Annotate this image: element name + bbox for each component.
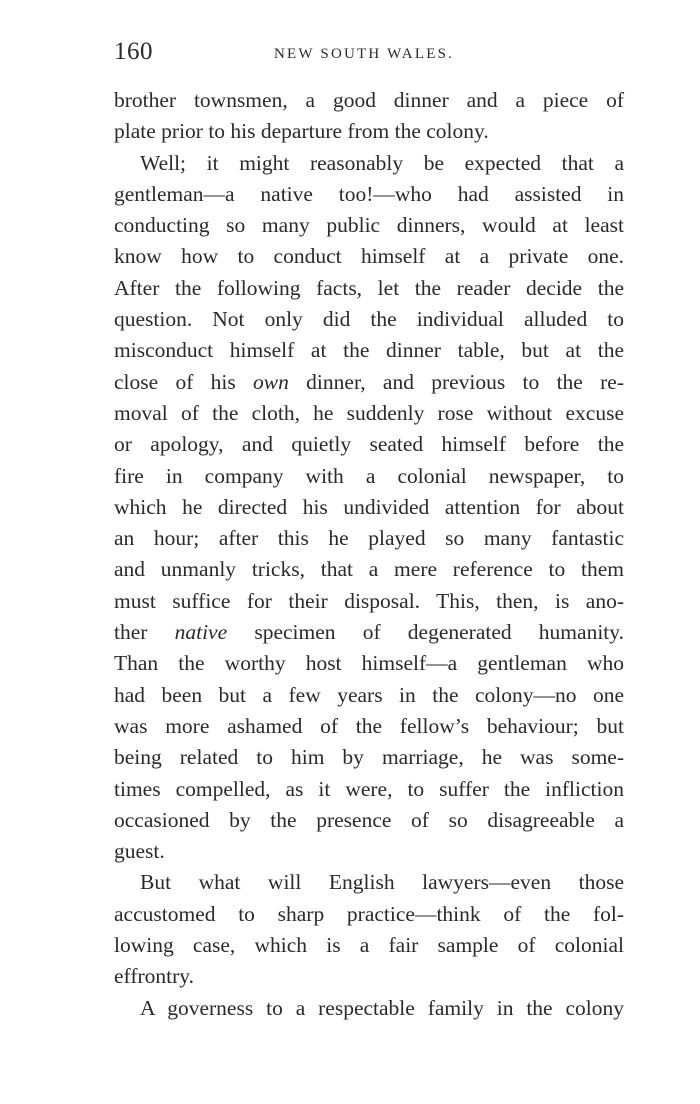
text-line: misconduct himself at the dinner table, but at the	[114, 338, 624, 363]
text-line: times compelled, as it were, to suffer the infliction	[114, 776, 624, 801]
text-line: an hour; after this he played so many fantastic	[114, 526, 624, 551]
text-line: was more ashamed of the fellow’s behaviour; but	[114, 713, 624, 738]
italic-word: native	[174, 620, 228, 645]
text-line: which he directed his undivided attention for about	[114, 494, 624, 519]
text-line: moval of the cloth, he suddenly rose without excuse	[114, 400, 624, 425]
text-line-with-italic	[114, 367, 624, 398]
text-line: being related to him by marriage, he was some-	[114, 745, 624, 770]
text-line: or apology, and quietly seated himself before the	[114, 432, 624, 457]
text-line: accustomed to sharp practice—think of the fol-	[114, 901, 624, 926]
body-text	[114, 85, 624, 1024]
text-segment: dinner, and previous to the re-	[288, 369, 624, 394]
text-line: guest.	[114, 839, 165, 864]
text-line: lowing case, which is a fair sample of colonial	[114, 933, 624, 958]
text-line: know how to conduct himself at a private one.	[114, 244, 624, 269]
text-segment: specimen of degenerated humanity.	[227, 620, 624, 645]
running-title: NEW SOUTH WALES.	[274, 46, 455, 62]
text-line: question. Not only did the individual alluded to	[114, 307, 624, 332]
text-line-with-italic	[114, 617, 624, 648]
text-line: and unmanly tricks, that a mere reference to them	[114, 557, 624, 582]
paragraph-start-line: Well; it might reasonably be expected that a	[140, 150, 624, 175]
paragraph-start-line: But what will English lawyers—even those	[140, 870, 624, 895]
text-line: fire in company with a colonial newspaper, to	[114, 463, 624, 488]
text-line: Than the worthy host himself—a gentleman who	[114, 651, 624, 676]
text-line: must suffice for their disposal. This, then, is ano-	[114, 588, 624, 613]
text-line: had been but a few years in the colony—no one	[114, 682, 624, 707]
text-line: conducting so many public dinners, would at least	[114, 213, 624, 238]
text-line: After the following facts, let the reader decide the	[114, 275, 624, 300]
italic-word: own	[253, 369, 289, 394]
text-line: brother townsmen, a good dinner and a piece of	[114, 88, 624, 112]
text-segment: ther	[114, 620, 175, 645]
paragraph-start-line: A governess to a respectable family in the colony	[140, 995, 624, 1020]
text-line: effrontry.	[114, 964, 194, 989]
page-header	[114, 38, 624, 78]
text-line: occasioned by the presence of so disagreeable a	[114, 807, 624, 832]
text-line: gentleman—a native too!—who had assisted in	[114, 181, 624, 206]
text-segment: close of his	[114, 369, 254, 394]
text-line: plate prior to his departure from the colony.	[114, 119, 489, 144]
page-number: 160	[114, 38, 153, 65]
